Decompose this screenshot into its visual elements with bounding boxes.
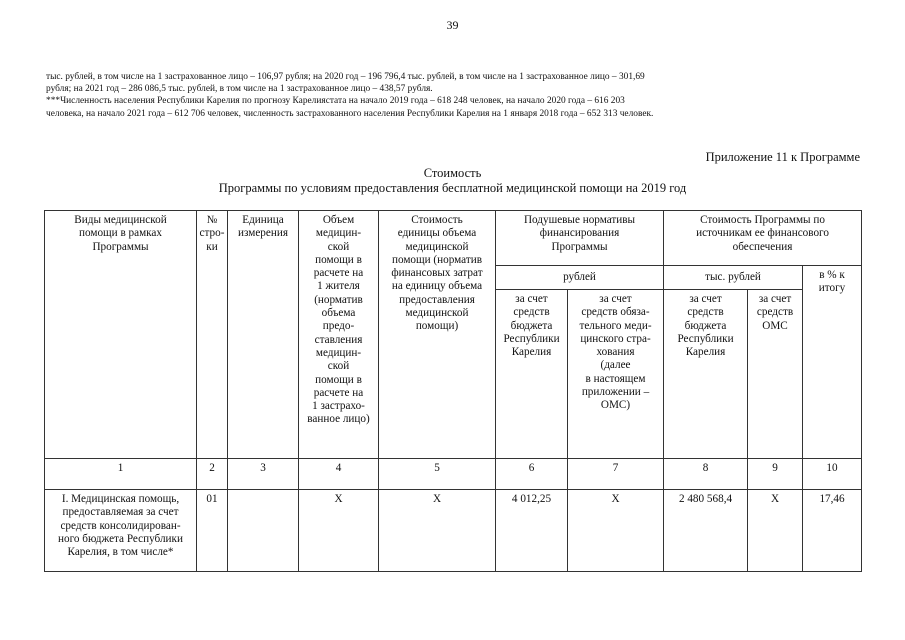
column-number: 8 — [664, 459, 748, 490]
row-budget-rubles: 4 012,25 — [496, 490, 568, 572]
row-number: 01 — [197, 490, 228, 572]
note-line: рубля; на 2021 год – 286 086,5 тыс. рублей, в том числе на 1 застрахованное лицо – 438,57 рубля. — [46, 84, 433, 94]
column-numbers-row — [45, 459, 862, 490]
page-title: Стоимость — [423, 166, 482, 180]
note-line: тыс. рублей, в том числе на 1 застрахованное лицо – 106,97 рубля; на 2020 год – 196 796,4 тыс. рублей, в том числе на 1 застрахованное лицо – 301,69 — [46, 72, 645, 82]
column-number: 2 — [197, 459, 228, 490]
table-row — [45, 490, 862, 572]
header-oms-long: за счет средств обяза- тельного меди- цинского стра- хования (далее в настоящем приложении – ОМС) — [568, 290, 664, 459]
header-per-capita: Подушевые нормативы финансирования Программы — [496, 211, 664, 266]
header-rubles: рублей — [496, 266, 664, 290]
row-unit-cost: Х — [379, 490, 496, 572]
row-oms-rubles: Х — [568, 490, 664, 572]
header-row-no: № стро- ки — [197, 211, 228, 459]
header-budget-rk: за счет средств бюджета Республики Карелия — [496, 290, 568, 459]
page-subtitle: Программы по условиям предоставления бесплатной медицинской помощи на 2019 год — [218, 181, 687, 195]
cost-table — [44, 210, 862, 572]
header-budget-rk2: за счет средств бюджета Республики Карелия — [664, 290, 748, 459]
row-budget-thousand: 2 480 568,4 — [664, 490, 748, 572]
header-cost-sources: Стоимость Программы по источникам ее финансового обеспечения — [664, 211, 862, 266]
header-percent: в % к итогу — [803, 266, 862, 459]
column-number: 6 — [496, 459, 568, 490]
column-number: 3 — [228, 459, 299, 490]
header-oms-short: за счет средств ОМС — [748, 290, 803, 459]
row-name: I. Медицинская помощь, предоставляемая за счет средств консолидирован- ного бюджета Республики Карелия, в том числе* — [45, 490, 197, 572]
column-number: 4 — [299, 459, 379, 490]
note-line: ***Численность населения Республики Карелия по прогнозу Карелиястата на начало 2019 года – 618 248 человек, на начало 2020 года – 616 203 — [46, 96, 625, 106]
row-unit — [228, 490, 299, 572]
row-percent: 17,46 — [803, 490, 862, 572]
column-number: 5 — [379, 459, 496, 490]
column-number: 7 — [568, 459, 664, 490]
header-volume: Объем медицин- ской помощи в расчете на 1 жителя (норматив объема предо- ставления медицин- ской помощи в расчете на 1 застрахо- ванное лицо) — [299, 211, 379, 459]
column-number: 1 — [45, 459, 197, 490]
header-types: Виды медицинской помощи в рамках Программы — [45, 211, 197, 459]
header-unit: Единица измерения — [228, 211, 299, 459]
column-number: 10 — [803, 459, 862, 490]
header-thousand-rubles: тыс. рублей — [664, 266, 803, 290]
page-number: 39 — [446, 18, 459, 32]
note-line: человека, на начало 2021 года – 612 706 человек, численность застрахованного населения Республики Карелия на 1 января 2018 года – 652 313 человек. — [46, 109, 654, 119]
row-volume: Х — [299, 490, 379, 572]
column-number: 9 — [748, 459, 803, 490]
header-unit-cost: Стоимость единицы объема медицинской помощи (норматив финансовых затрат на единицу объема предоставления медицинской помощи) — [379, 211, 496, 459]
row-oms-thousand: Х — [748, 490, 803, 572]
appendix-label: Приложение 11 к Программе — [705, 150, 860, 164]
